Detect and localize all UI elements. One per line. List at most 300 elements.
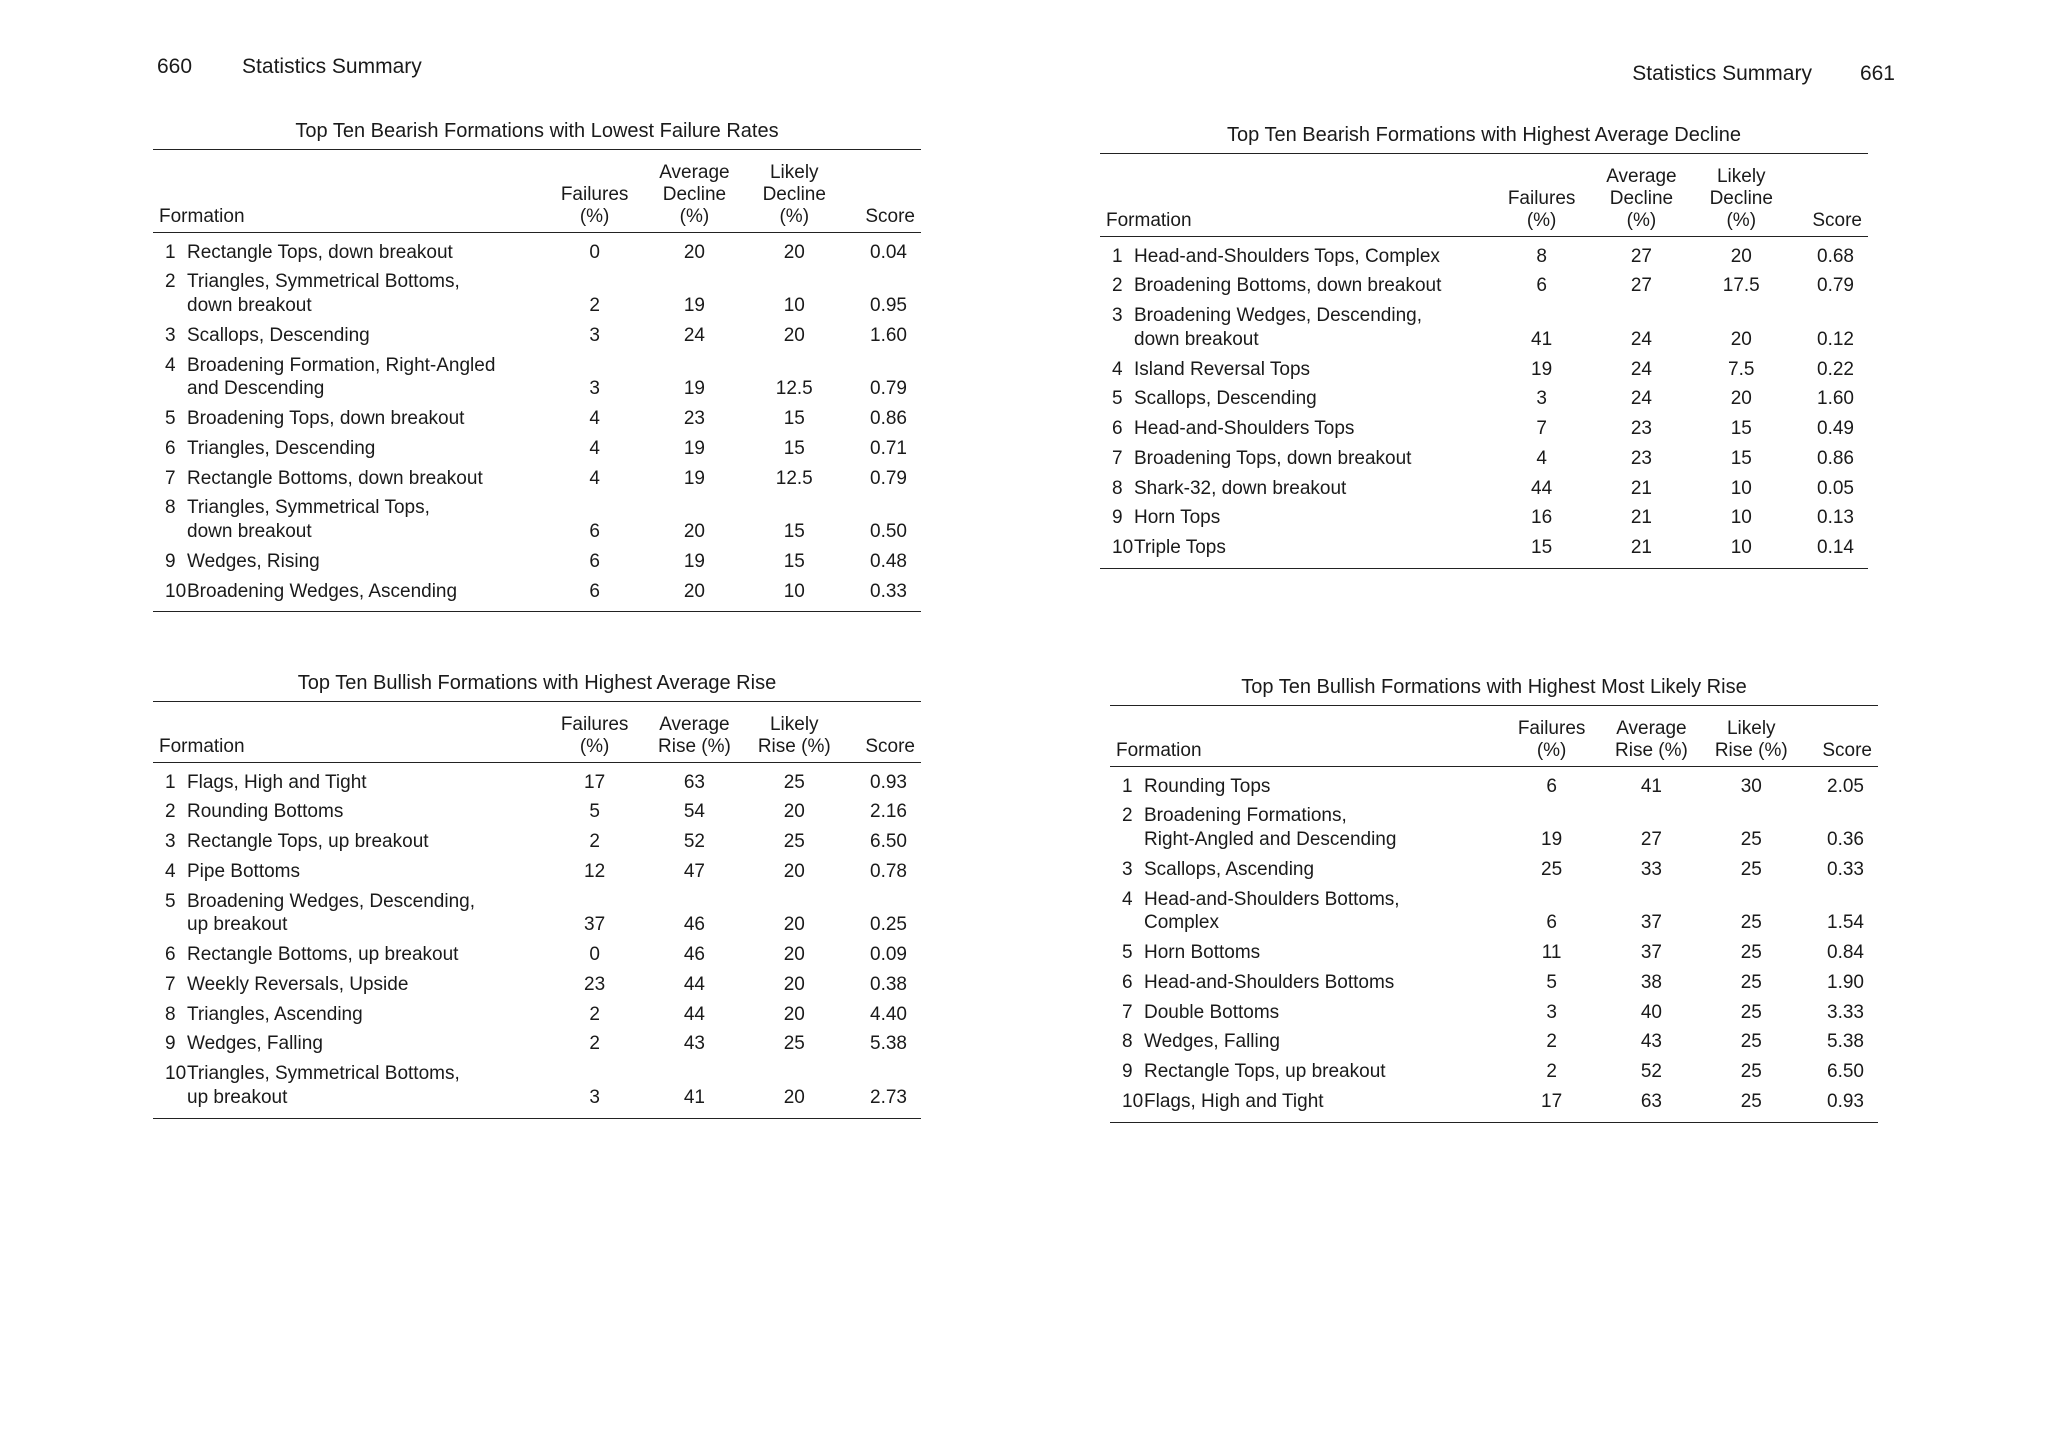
formation-name: Wedges, Falling <box>187 1033 323 1055</box>
rank-number: 10 <box>1122 1090 1144 1112</box>
formation-name-continued: and Descending <box>187 378 325 400</box>
average-cell: 47 <box>683 860 705 882</box>
rank-number: 1 <box>165 771 176 793</box>
likely-cell: 10 <box>1730 477 1752 499</box>
failures-cell: 0 <box>589 944 600 966</box>
score-cell: 0.48 <box>870 550 907 572</box>
rank-number: 5 <box>1122 942 1133 964</box>
score-cell: 1.60 <box>870 324 907 346</box>
failures-cell: 6 <box>1536 275 1547 297</box>
left-running-head <box>157 55 422 79</box>
formation-name: Horn Tops <box>1134 507 1221 529</box>
likely-cell: 10 <box>783 295 805 317</box>
failures-cell: 6 <box>589 580 600 602</box>
score-cell: 0.50 <box>870 521 907 543</box>
table-row <box>153 464 921 494</box>
data-table <box>1100 153 1868 569</box>
average-cell: 27 <box>1640 829 1662 851</box>
failures-cell: 3 <box>589 1086 600 1108</box>
formation-name: Broadening Wedges, Descending, <box>187 890 476 912</box>
likely-cell: 20 <box>1730 388 1752 410</box>
formation-name-continued: up breakout <box>187 1086 288 1108</box>
formation-name: Broadening Bottoms, down breakout <box>1134 275 1442 297</box>
formation-cell <box>1100 301 1492 355</box>
formation-cell <box>153 547 545 577</box>
rank-number: 8 <box>165 497 176 519</box>
rank-number: 10 <box>165 580 187 602</box>
average-cell: 19 <box>683 295 705 317</box>
formation-name: Triple Tops <box>1134 537 1226 559</box>
average-cell: 46 <box>683 914 705 936</box>
failures-cell: 2 <box>589 831 600 853</box>
data-table <box>153 149 921 612</box>
likely-cell: 20 <box>783 801 805 823</box>
formation-name: Triangles, Ascending <box>187 1003 363 1025</box>
average-cell: 63 <box>683 771 705 793</box>
likely-cell: 15 <box>1730 418 1752 440</box>
formation-cell <box>153 267 545 321</box>
formation-name: Broadening Formations, <box>1144 805 1347 827</box>
average-cell: 41 <box>683 1086 705 1108</box>
likely-cell: 20 <box>783 973 805 995</box>
table-title: Top Ten Bearish Formations with Lowest Failure Rates <box>295 120 779 142</box>
likely-cell: 25 <box>1740 971 1762 993</box>
score-cell: 4.40 <box>870 1003 907 1025</box>
failures-cell: 2 <box>1546 1061 1557 1083</box>
formation-cell <box>1110 766 1502 801</box>
rank-number: 6 <box>1122 971 1133 993</box>
table-row <box>153 887 921 941</box>
header-formation: Formation <box>1100 154 1492 237</box>
failures-cell: 3 <box>1546 1001 1557 1023</box>
average-cell: 27 <box>1630 275 1652 297</box>
failures-cell: 4 <box>589 467 600 489</box>
score-cell: 0.25 <box>870 914 907 936</box>
table-row <box>153 404 921 434</box>
likely-cell: 25 <box>1740 942 1762 964</box>
failures-cell: 41 <box>1531 328 1553 350</box>
table-bearish-highest-average-decline <box>1100 124 1868 569</box>
average-cell: 44 <box>683 1003 705 1025</box>
score-cell: 0.09 <box>870 944 907 966</box>
header-formation: Formation <box>153 150 545 233</box>
likely-cell: 10 <box>783 580 805 602</box>
table-row <box>1100 444 1868 474</box>
rank-number: 1 <box>165 241 176 263</box>
right-running-head <box>1632 62 1895 86</box>
table-row <box>153 797 921 827</box>
header-row <box>153 150 921 233</box>
formation-cell <box>1110 938 1502 968</box>
average-cell: 33 <box>1640 858 1662 880</box>
likely-cell: 20 <box>783 914 805 936</box>
formation-cell <box>153 1000 545 1030</box>
average-cell: 46 <box>683 944 705 966</box>
likely-cell: 15 <box>783 521 805 543</box>
formation-cell <box>1100 236 1492 271</box>
formation-name: Broadening Formation, Right-Angled <box>187 354 496 376</box>
header-row <box>153 702 921 763</box>
formation-name: Broadening Wedges, Ascending <box>187 580 458 602</box>
likely-cell: 25 <box>1740 912 1762 934</box>
page-number: 661 <box>1859 62 1895 85</box>
header-score: Score <box>1791 154 1868 237</box>
likely-cell: 20 <box>783 860 805 882</box>
failures-cell: 19 <box>1541 829 1563 851</box>
average-cell: 24 <box>1630 388 1652 410</box>
header-average: Average Rise (%) <box>1602 706 1702 767</box>
table-row <box>153 762 921 797</box>
score-cell: 1.54 <box>1827 912 1864 934</box>
score-cell: 2.05 <box>1827 775 1864 797</box>
average-cell: 43 <box>1640 1031 1662 1053</box>
table-row <box>1110 968 1878 998</box>
likely-cell: 15 <box>783 408 805 430</box>
failures-cell: 5 <box>1546 971 1557 993</box>
table-row <box>153 577 921 612</box>
formation-cell <box>1110 1057 1502 1087</box>
likely-cell: 12.5 <box>775 467 813 489</box>
formation-name: Scallops, Descending <box>187 324 370 346</box>
header-average: Average Decline (%) <box>1592 154 1692 237</box>
likely-cell: 25 <box>1740 1001 1762 1023</box>
formation-name: Flags, High and Tight <box>1144 1090 1324 1112</box>
formation-cell <box>153 434 545 464</box>
rank-number: 2 <box>165 271 176 293</box>
formation-cell <box>1100 355 1492 385</box>
formation-name: Head-and-Shoulders Tops <box>1134 418 1355 440</box>
rank-number: 10 <box>165 1063 187 1085</box>
rank-number: 5 <box>165 890 176 912</box>
formation-cell <box>1110 855 1502 885</box>
failures-cell: 7 <box>1536 418 1547 440</box>
formation-cell <box>153 232 545 267</box>
rank-number: 3 <box>1122 858 1133 880</box>
table-row <box>153 351 921 405</box>
rank-number: 1 <box>1112 245 1123 267</box>
formation-name: Triangles, Descending <box>187 437 376 459</box>
score-cell: 0.04 <box>870 241 907 263</box>
rank-number: 9 <box>1122 1061 1133 1083</box>
table-row <box>1100 414 1868 444</box>
score-cell: 0.38 <box>870 973 907 995</box>
likely-cell: 15 <box>783 550 805 572</box>
average-cell: 52 <box>1640 1061 1662 1083</box>
score-cell: 0.93 <box>1827 1090 1864 1112</box>
score-cell: 0.13 <box>1817 507 1854 529</box>
score-cell: 0.68 <box>1817 245 1854 267</box>
failures-cell: 3 <box>589 378 600 400</box>
formation-name: Island Reversal Tops <box>1134 358 1311 380</box>
rank-number: 2 <box>1112 275 1123 297</box>
header-formation: Formation <box>153 702 545 763</box>
formation-cell <box>1110 801 1502 855</box>
score-cell: 6.50 <box>1827 1061 1864 1083</box>
score-cell: 2.73 <box>870 1086 907 1108</box>
formation-cell <box>153 970 545 1000</box>
average-cell: 44 <box>683 973 705 995</box>
average-cell: 27 <box>1630 245 1652 267</box>
failures-cell: 6 <box>589 550 600 572</box>
failures-cell: 2 <box>589 1003 600 1025</box>
average-cell: 41 <box>1640 775 1662 797</box>
likely-cell: 25 <box>1740 1031 1762 1053</box>
score-cell: 1.60 <box>1817 388 1854 410</box>
formation-name: Broadening Tops, down breakout <box>187 408 465 430</box>
average-cell: 24 <box>1630 328 1652 350</box>
formation-name-continued: down breakout <box>187 295 312 317</box>
formation-cell <box>153 827 545 857</box>
formation-cell <box>1110 968 1502 998</box>
failures-cell: 8 <box>1536 245 1547 267</box>
formation-name: Scallops, Ascending <box>1144 858 1315 880</box>
table-title: Top Ten Bullish Formations with Highest Average Rise <box>297 672 777 694</box>
table-row <box>1100 384 1868 414</box>
failures-cell: 17 <box>1541 1090 1563 1112</box>
rank-number: 4 <box>165 860 176 882</box>
header-likely: Likely Rise (%) <box>744 702 844 763</box>
score-cell: 0.49 <box>1817 418 1854 440</box>
table-row <box>1110 938 1878 968</box>
likely-cell: 25 <box>1740 1090 1762 1112</box>
score-cell: 0.12 <box>1817 328 1854 350</box>
average-cell: 23 <box>1630 447 1652 469</box>
running-title: Statistics Summary <box>1632 62 1812 85</box>
average-cell: 54 <box>683 801 705 823</box>
formation-name: Broadening Wedges, Descending, <box>1134 305 1423 327</box>
table-row <box>153 434 921 464</box>
table-row <box>153 970 921 1000</box>
formation-cell <box>153 887 545 941</box>
formation-name: Rectangle Tops, down breakout <box>187 241 453 263</box>
failures-cell: 37 <box>584 914 606 936</box>
header-failures: Failures (%) <box>1502 706 1602 767</box>
likely-cell: 10 <box>1730 507 1752 529</box>
failures-cell: 2 <box>589 295 600 317</box>
table-row <box>153 940 921 970</box>
formation-cell <box>153 797 545 827</box>
formation-cell <box>153 351 545 405</box>
table-row <box>153 857 921 887</box>
score-cell: 3.33 <box>1827 1001 1864 1023</box>
score-cell: 0.86 <box>1817 447 1854 469</box>
table-bullish-highest-average-rise <box>153 672 921 1119</box>
likely-cell: 7.5 <box>1728 358 1755 380</box>
header-score: Score <box>844 150 921 233</box>
likely-cell: 15 <box>1730 447 1752 469</box>
likely-cell: 25 <box>1740 1061 1762 1083</box>
failures-cell: 3 <box>1536 388 1547 410</box>
header-row <box>1100 154 1868 237</box>
header-average: Average Rise (%) <box>645 702 745 763</box>
formation-name: Head-and-Shoulders Bottoms, <box>1144 888 1400 910</box>
likely-cell: 20 <box>1730 328 1752 350</box>
table-title: Top Ten Bullish Formations with Highest Most Likely Rise <box>1241 676 1747 698</box>
rank-number: 4 <box>1112 358 1123 380</box>
formation-name: Rounding Tops <box>1144 775 1271 797</box>
formation-cell <box>1100 414 1492 444</box>
table-row <box>1110 1057 1878 1087</box>
failures-cell: 25 <box>1541 858 1563 880</box>
likely-cell: 12.5 <box>775 378 813 400</box>
average-cell: 23 <box>683 408 705 430</box>
header-score: Score <box>1801 706 1878 767</box>
table-row <box>153 1000 921 1030</box>
table-row <box>1100 533 1868 568</box>
formation-name: Rectangle Bottoms, down breakout <box>187 467 483 489</box>
likely-cell: 25 <box>1740 858 1762 880</box>
table-row <box>1100 503 1868 533</box>
average-cell: 19 <box>683 467 705 489</box>
table-row <box>153 267 921 321</box>
average-cell: 19 <box>683 378 705 400</box>
score-cell: 1.90 <box>1827 971 1864 993</box>
data-table <box>153 701 921 1119</box>
table-row <box>153 1029 921 1059</box>
average-cell: 40 <box>1640 1001 1662 1023</box>
failures-cell: 15 <box>1531 537 1553 559</box>
table-row <box>1110 855 1878 885</box>
formation-name: Broadening Tops, down breakout <box>1134 447 1412 469</box>
failures-cell: 44 <box>1531 477 1553 499</box>
formation-name: Rounding Bottoms <box>187 801 344 823</box>
rank-number: 9 <box>165 1033 176 1055</box>
page-number: 660 <box>157 55 193 78</box>
formation-name: Triangles, Symmetrical Tops, <box>187 497 430 519</box>
header-likely: Likely Rise (%) <box>1701 706 1801 767</box>
rank-number: 2 <box>1122 805 1133 827</box>
failures-cell: 23 <box>584 973 606 995</box>
formation-name: Weekly Reversals, Upside <box>187 973 409 995</box>
table-row <box>153 547 921 577</box>
rank-number: 9 <box>165 550 176 572</box>
table-title: Top Ten Bearish Formations with Highest Average Decline <box>1227 124 1741 146</box>
failures-cell: 4 <box>589 437 600 459</box>
formation-name: Rectangle Bottoms, up breakout <box>187 944 459 966</box>
likely-cell: 25 <box>783 1033 805 1055</box>
table-row <box>153 232 921 267</box>
header-failures: Failures (%) <box>545 150 645 233</box>
rank-number: 8 <box>1122 1031 1133 1053</box>
formation-name: Scallops, Descending <box>1134 388 1317 410</box>
likely-cell: 25 <box>783 831 805 853</box>
rank-number: 1 <box>1122 775 1133 797</box>
table-row <box>1100 474 1868 504</box>
score-cell: 0.71 <box>870 437 907 459</box>
formation-name: Flags, High and Tight <box>187 771 367 793</box>
header-formation: Formation <box>1110 706 1502 767</box>
failures-cell: 2 <box>1546 1031 1557 1053</box>
failures-cell: 0 <box>589 241 600 263</box>
likely-cell: 25 <box>1740 829 1762 851</box>
formation-name: Wedges, Rising <box>187 550 320 572</box>
failures-cell: 6 <box>1546 775 1557 797</box>
average-cell: 24 <box>683 324 705 346</box>
failures-cell: 19 <box>1531 358 1553 380</box>
formation-name: Double Bottoms <box>1144 1001 1280 1023</box>
failures-cell: 5 <box>589 801 600 823</box>
failures-cell: 2 <box>589 1033 600 1055</box>
score-cell: 0.79 <box>1817 275 1854 297</box>
rank-number: 7 <box>1112 447 1123 469</box>
header-likely: Likely Decline (%) <box>744 150 844 233</box>
formation-cell <box>153 1059 545 1118</box>
score-cell: 0.05 <box>1817 477 1854 499</box>
formation-cell <box>153 493 545 547</box>
average-cell: 63 <box>1640 1090 1662 1112</box>
formation-name: Head-and-Shoulders Tops, Complex <box>1134 245 1440 267</box>
table-row <box>1100 355 1868 385</box>
score-cell: 0.78 <box>870 860 907 882</box>
likely-cell: 20 <box>783 944 805 966</box>
rank-number: 8 <box>1112 477 1123 499</box>
rank-number: 7 <box>165 467 176 489</box>
score-cell: 2.16 <box>870 801 907 823</box>
formation-cell <box>1100 444 1492 474</box>
table-row <box>1110 998 1878 1028</box>
score-cell: 0.79 <box>870 378 907 400</box>
rank-number: 8 <box>165 1003 176 1025</box>
likely-cell: 20 <box>783 1086 805 1108</box>
rank-number: 3 <box>165 831 176 853</box>
score-cell: 0.22 <box>1817 358 1854 380</box>
formation-name: Triangles, Symmetrical Bottoms, <box>187 1063 460 1085</box>
score-cell: 0.33 <box>870 580 907 602</box>
rank-number: 6 <box>165 944 176 966</box>
formation-cell <box>1100 474 1492 504</box>
rank-number: 6 <box>165 437 176 459</box>
average-cell: 20 <box>683 241 705 263</box>
formation-cell <box>1100 271 1492 301</box>
header-likely: Likely Decline (%) <box>1691 154 1791 237</box>
score-cell: 0.84 <box>1827 942 1864 964</box>
failures-cell: 11 <box>1541 942 1562 964</box>
formation-cell <box>1100 533 1492 568</box>
failures-cell: 6 <box>589 521 600 543</box>
rank-number: 6 <box>1112 418 1123 440</box>
table-row <box>1110 1087 1878 1122</box>
score-cell: 5.38 <box>1827 1031 1864 1053</box>
header-failures: Failures (%) <box>1492 154 1592 237</box>
table-row <box>153 1059 921 1118</box>
average-cell: 20 <box>683 521 705 543</box>
formation-cell <box>153 762 545 797</box>
formation-name: Wedges, Falling <box>1144 1031 1280 1053</box>
table-row <box>1110 1027 1878 1057</box>
failures-cell: 6 <box>1546 912 1557 934</box>
rank-number: 4 <box>1122 888 1133 910</box>
likely-cell: 20 <box>1730 245 1752 267</box>
table-row <box>1100 236 1868 271</box>
likely-cell: 15 <box>783 437 805 459</box>
formation-name: Pipe Bottoms <box>187 860 300 882</box>
rank-number: 5 <box>165 408 176 430</box>
failures-cell: 4 <box>1536 447 1547 469</box>
header-row <box>1110 706 1878 767</box>
average-cell: 21 <box>1630 507 1652 529</box>
formation-cell <box>153 577 545 612</box>
failures-cell: 12 <box>584 860 606 882</box>
rank-number: 7 <box>1122 1001 1133 1023</box>
score-cell: 0.14 <box>1817 537 1854 559</box>
average-cell: 52 <box>683 831 705 853</box>
table-bullish-highest-likely-rise <box>1110 676 1878 1123</box>
rank-number: 4 <box>165 354 176 376</box>
formation-name-continued: Complex <box>1144 912 1219 934</box>
formation-name: Head-and-Shoulders Bottoms <box>1144 971 1395 993</box>
score-cell: 5.38 <box>870 1033 907 1055</box>
rank-number: 3 <box>1112 305 1123 327</box>
